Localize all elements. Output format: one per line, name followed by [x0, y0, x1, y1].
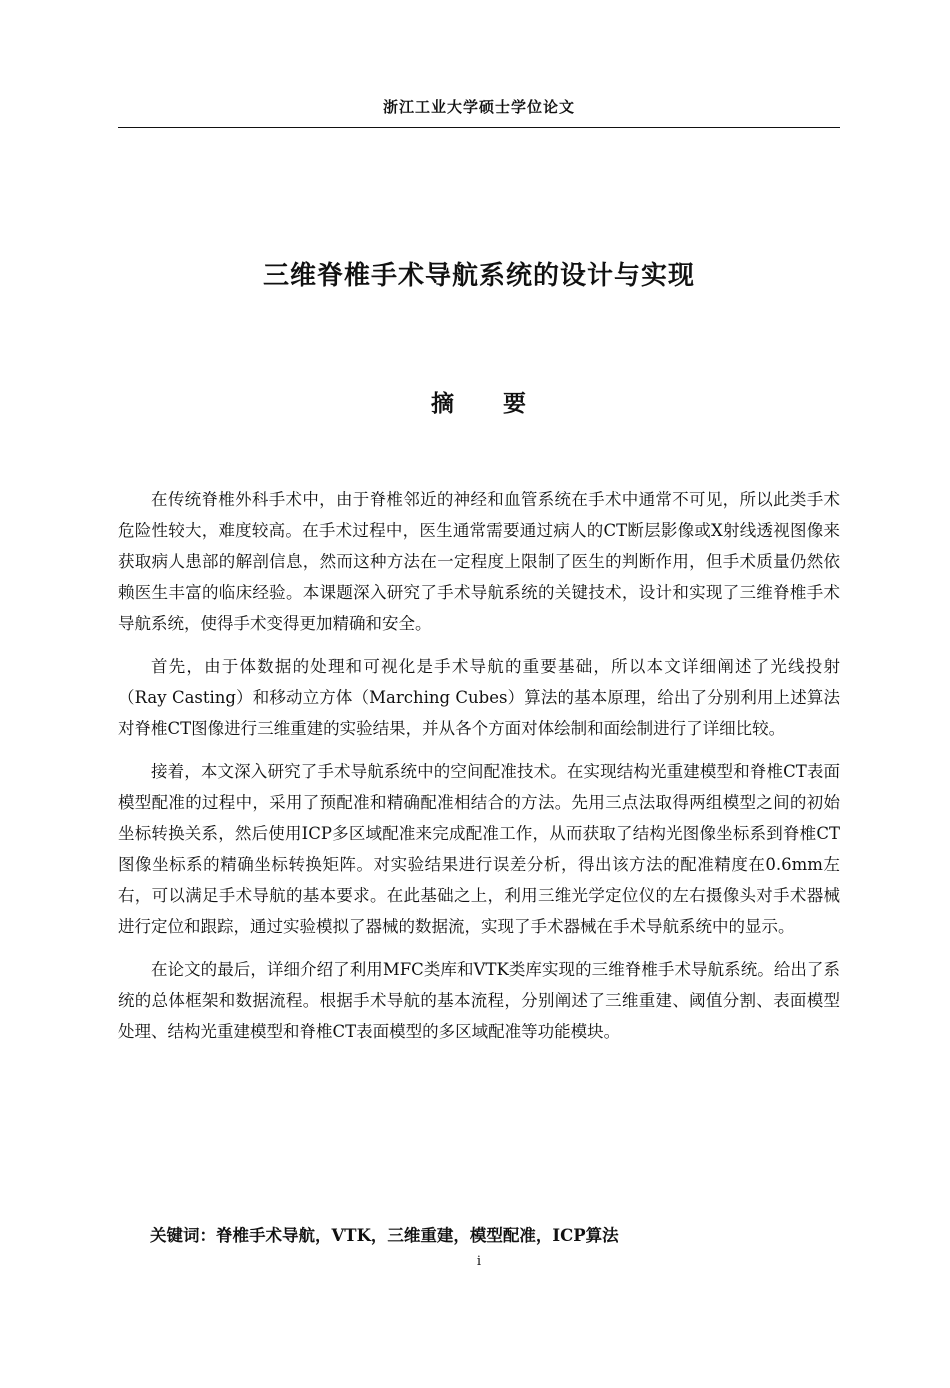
keywords-text: 脊椎手术导航，VTK，三维重建，模型配准，ICP算法	[216, 1226, 619, 1245]
keywords-line	[150, 1222, 840, 1246]
page-number: i	[476, 1254, 482, 1269]
abstract-paragraph-4: 在论文的最后，详细介绍了利用MFC类库和VTK类库实现的三维脊椎手术导航系统。给出了系统的总体框架和数据流程。根据手术导航的基本流程，分别阐述了三维重建、阈值分割、表面模型处理、结构光重建模型和脊椎CT表面模型的多区域配准等功能模块。	[118, 960, 840, 1041]
abstract-heading-char-2: 要	[503, 390, 527, 417]
abstract-paragraph-2: 首先，由于体数据的处理和可视化是手术导航的重要基础，所以本文详细阐述了光线投射（Ray Casting）和移动立方体（Marching Cubes）算法的基本原理，给出了分别利用上述算法对脊椎CT图像进行三维重建的实验结果，并从各个方面对体绘制和面绘制进行了详细比较。	[118, 657, 840, 738]
header-rule	[118, 127, 840, 128]
abstract-heading	[118, 385, 840, 418]
thesis-title: 三维脊椎手术导航系统的设计与实现	[262, 261, 695, 291]
running-header: 浙江工业大学硕士学位论文	[382, 98, 575, 116]
abstract-paragraph-1: 在传统脊椎外科手术中，由于脊椎邻近的神经和血管系统在手术中通常不可见，所以此类手术危险性较大，难度较高。在手术过程中，医生通常需要通过病人的CT断层影像或X射线透视图像来获取病人患部的解剖信息，然而这种方法在一定程度上限制了医生的判断作用，但手术质量仍然依赖医生丰富的临床经验。本课题深入研究了手术导航系统的关键技术，设计和实现了三维脊椎手术导航系统，使得手术变得更加精确和安全。	[118, 490, 840, 633]
abstract-heading-char-1: 摘	[431, 390, 455, 417]
abstract-body	[118, 484, 840, 1059]
keywords-label: 关键词：	[150, 1226, 216, 1245]
abstract-paragraph-3: 接着，本文深入研究了手术导航系统中的空间配准技术。在实现结构光重建模型和脊椎CT表面模型配准的过程中，采用了预配准和精确配准相结合的方法。先用三点法取得两组模型之间的初始坐标转换关系，然后使用ICP多区域配准来完成配准工作，从而获取了结构光图像坐标系到脊椎CT图像坐标系的精确坐标转换矩阵。对实验结果进行误差分析，得出该方法的配准精度在0.6mm左右，可以满足手术导航的基本要求。在此基础之上，利用三维光学定位仪的左右摄像头对手术器械进行定位和跟踪，通过实验模拟了器械的数据流，实现了手术器械在手术导航系统中的显示。	[118, 762, 840, 936]
